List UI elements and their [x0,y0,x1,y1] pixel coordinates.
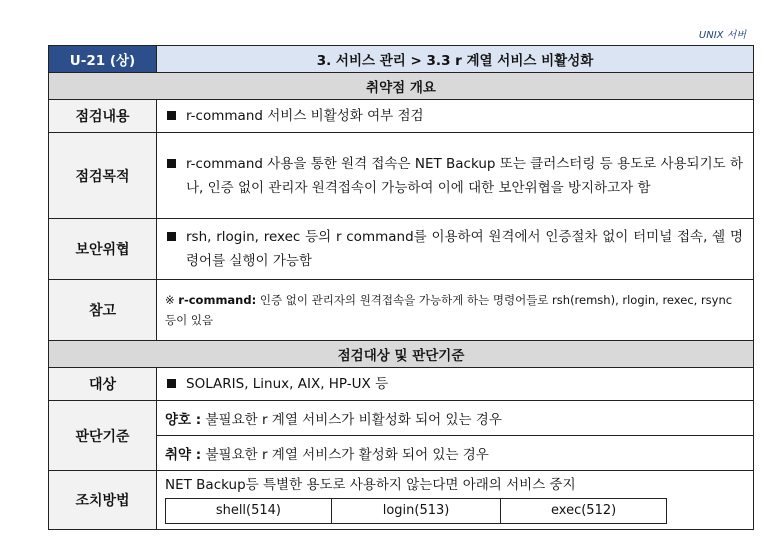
target-text: SOLARIS, Linux, AIX, HP-UX 등 [186,376,389,392]
good-text: 불필요한 r 계열 서비스가 비활성화 되어 있는 경우 [205,412,502,428]
action-text: NET Backup등 특별한 용도로 사용하지 않는다면 아래의 서비스 중지 [165,477,576,493]
reference-label: 참고 [49,280,157,341]
purpose-cell [157,133,754,219]
service-login: login(513) [331,499,500,524]
criteria-good-cell [157,401,754,436]
service-exec: exec(512) [501,499,667,524]
service-shell: shell(514) [166,499,332,524]
vulnerability-spec-table [48,45,754,530]
square-bullet-icon [167,111,176,120]
criteria-bad-cell [157,436,754,471]
services-table [165,498,667,524]
bad-label: 취약 : [165,447,202,463]
note-mark: ※ [165,293,175,307]
good-label: 양호 : [165,412,202,428]
document-category-tag: UNIX 서버 [698,30,746,41]
target-cell [157,368,754,401]
section-overview: 취약점 개요 [49,73,754,100]
target-label: 대상 [49,368,157,401]
section-target-criteria: 점검대상 및 판단기준 [49,341,754,368]
reference-term: r-command: [178,293,257,307]
purpose-label: 점검목적 [49,133,157,219]
threat-cell [157,219,754,280]
square-bullet-icon [167,159,176,168]
content-label: 점검내용 [49,100,157,133]
content-text: r-command 서비스 비활성화 여부 점검 [186,108,424,124]
reference-text: 인증 없이 관리자의 원격접속을 가능하게 하는 명령어들로 rsh(remsh), rlogin, rexec, rsync 등이 있음 [165,293,733,327]
square-bullet-icon [167,232,176,241]
content-cell [157,100,754,133]
item-title: 3. 서비스 관리 > 3.3 r 계열 서비스 비활성화 [157,46,754,73]
bad-text: 불필요한 r 계열 서비스가 활성화 되어 있는 경우 [205,447,489,463]
purpose-text: r-command 사용을 통한 원격 접속은 NET Backup 또는 클러스터링 등 용도로 사용되기도 하나, 인증 없이 관리자 원격접속이 가능하여 이에 대한 보안위협을 방지하고자 함 [186,155,743,196]
item-id: U-21 (상) [49,46,157,73]
reference-cell [157,280,754,341]
threat-label: 보안위협 [49,219,157,280]
criteria-label: 판단기준 [49,401,157,471]
action-label: 조치방법 [49,471,157,530]
threat-text: rsh, rlogin, rexec 등의 r command를 이용하여 원격에서 인증절차 없이 터미널 접속, 쉘 명령어를 실행이 가능함 [186,229,743,269]
square-bullet-icon [167,379,176,388]
action-cell [157,471,754,530]
